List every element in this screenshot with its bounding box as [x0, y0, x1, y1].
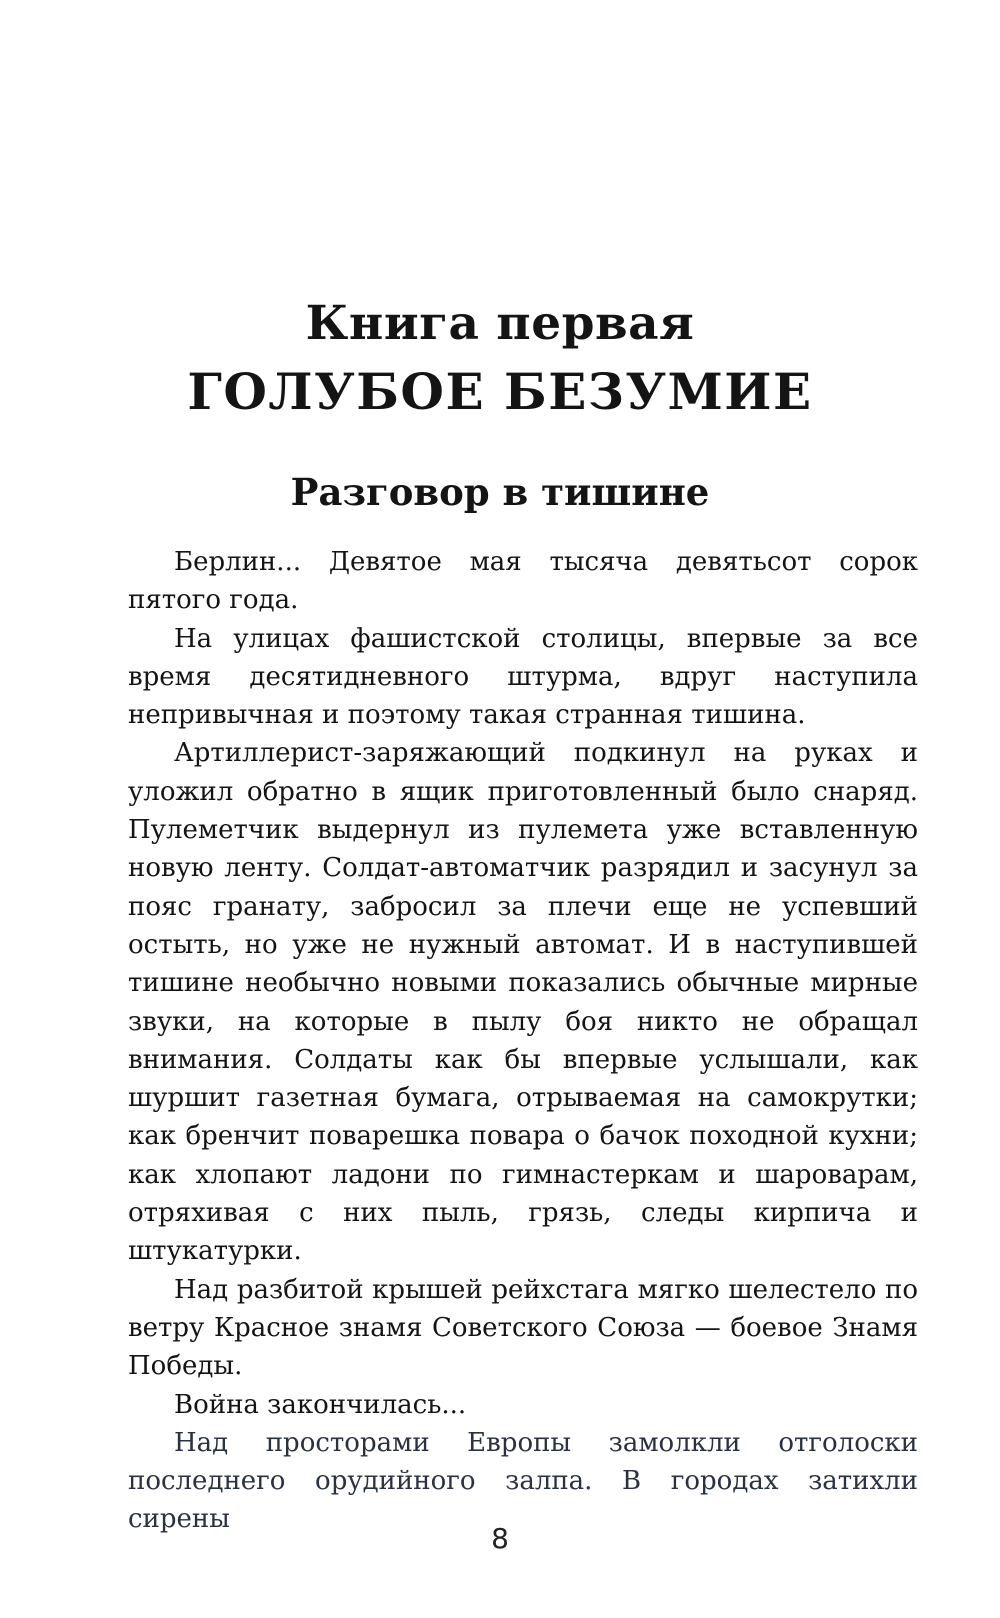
paragraph: Над разбитой крышей рейхстага мягко шелестело по ветру Красное знамя Советского Союза — боевое Знамя Победы. — [128, 1274, 918, 1382]
book-part-title: Книга первая — [305, 296, 695, 351]
book-title: ГОЛУБОЕ БЕЗУМИЕ — [187, 362, 813, 421]
paragraph: На улицах фашистской столицы, впервые за все время десятидневного штурма, вдруг наступила непривычная и поэтому такая странная тишина. — [128, 623, 918, 731]
chapter-title: Разговор в тишине — [290, 470, 710, 514]
paragraph: Война закончилась... — [174, 1389, 467, 1420]
body-text — [128, 543, 918, 1539]
paragraph: Берлин... Девятое мая тысяча девятьсот сорок пятого года. — [128, 547, 918, 616]
paragraph: Артиллерист-заряжающий подкинул на руках и уложил обратно в ящик приготовленный было снаряд. Пулеметчик выдернул из пулемета уже вставленную новую ленту. Солдат-автоматчик разрядил и засунул за пояс гранату, забросил за плечи еще не успевший остыть, но уже не нужный автомат. И в наступившей тишине необычно новыми показались обычные мирные звуки, на которые в пылу боя никто не обращал внимания. Солдаты как бы впервые услышали, как шуршит газетная бумага, отрываемая на самокрутки; как бренчит поварешка повара о бачок походной кухни; как хлопают ладони по гимнастеркам и шароварам, отряхивая с них пыль, грязь, следы кирпича и штукатурки. — [128, 738, 918, 1267]
paragraph: Над просторами Европы замолкли отголоски последнего орудийного залпа. В городах затихли сирены — [128, 1427, 918, 1535]
page-number: 8 — [491, 1522, 509, 1555]
